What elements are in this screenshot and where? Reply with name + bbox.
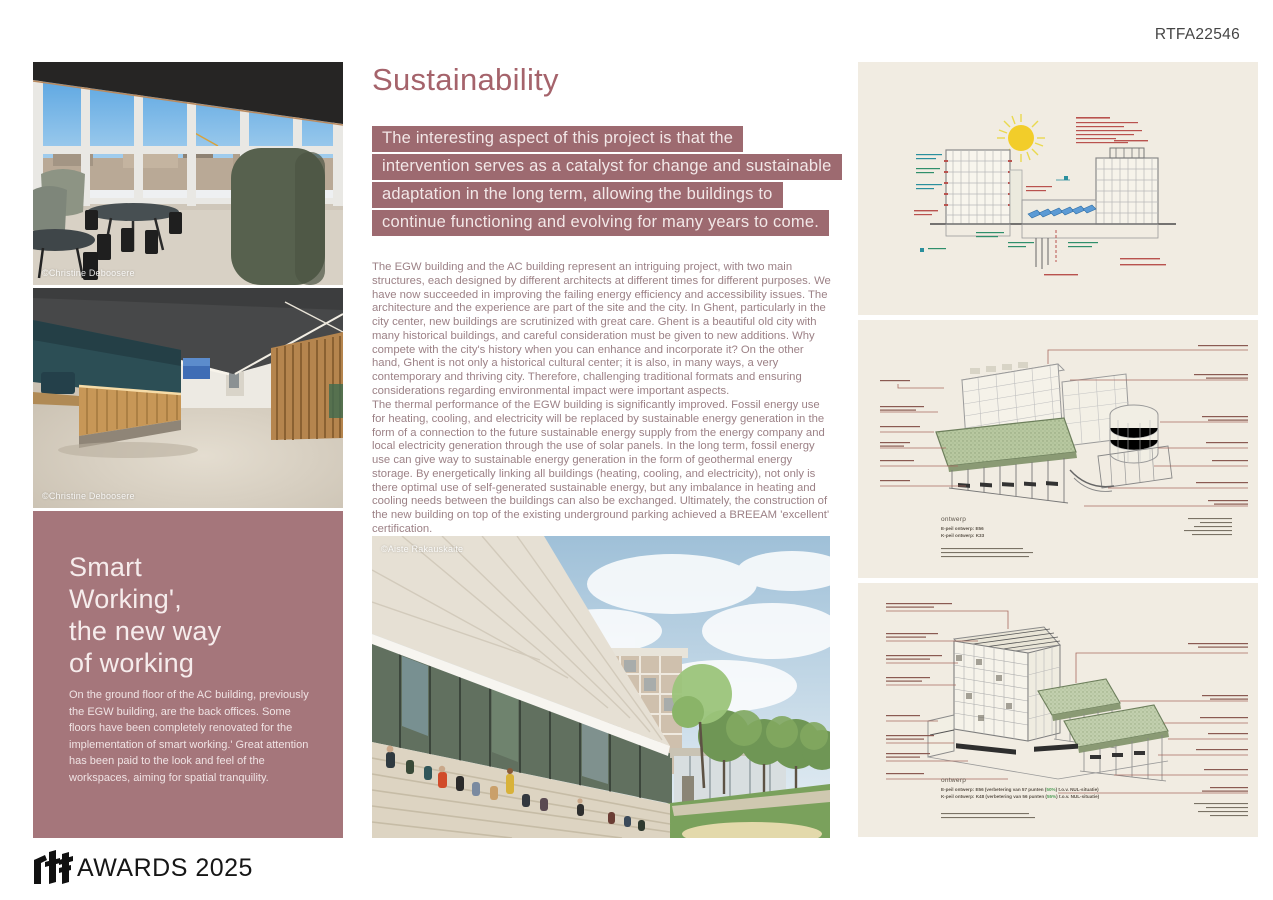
project-code: RTFA22546 [1154, 26, 1240, 43]
ontwerp-title: ontwerp [941, 516, 967, 523]
k-peil-line: K-peil ontwerp: K48 (verbetering van 56 punten (55%) t.o.v. NUL-situatie) [941, 793, 1100, 799]
building-exterior-illustration [372, 536, 830, 838]
photo-building-exterior [372, 536, 830, 838]
body-paragraph-2: The thermal performance of the EGW building is significantly improved. Fossil energy use for heating, cooling, and electricity will be replaced by sustainable energy generation in the form of a connection to the future sustainable energy supply from the energy company and local electricity generation through the use of solar panels. In the long term, fossil energy use can give way to sustainable energy generation in the form of geothermal energy storage. By energetically linking all buildings (heating, cooling, and electricity), not only is there optimal use of self-generated sustainable energy, but any imbalance in heating and cooling needs between the buildings can also be exchanged. Ultimately, the construction of the new building on top of the existing underground parking achieved a BREEAM 'excellent' certification. [372, 399, 830, 536]
axon-green-roof-drawing [858, 320, 1258, 578]
photo-credit: ©Aiste Rakauskaite [381, 544, 464, 554]
panel3-ontwerp-notes [941, 777, 1099, 800]
e-peil-line: E-peil ontwerp: E56 (verbetering van 57 punten (50%) t.o.v. NUL-situatie) [941, 787, 1099, 792]
diagram-axon-green-roof [858, 320, 1258, 578]
smart-working-body: On the ground floor of the AC building, previously the EGW building, are the back offices. Some floors have been completely renovated for the implementation of smart working.' Great attention has been paid to the look and feel of the workspaces, aiming for spatial tranquility. [69, 689, 309, 784]
ontwerp-title: ontwerp [941, 777, 967, 784]
body-paragraph-1: The EGW building and the AC building represent an intriguing project, with two main structures, each designed by different architects at different times for different purposes. We have now succeeded in improving the failing energy efficiency and accessibility issues. The architecture and the experience are part of the site and the city. In Ghent, particularly in the city center, new buildings are scrutinized with great care. Ghent is a beautiful old city with many historical buildings, and careful consideration must be given to new additions. Why compete with the city's history when you can enhance and incorporate it? On the other hand, Ghent is not only a historical cultural center; it is also, in many ways, a very contemporary and thriving city. Therefore, challenging traditional formats and ensuring considerations regarding environmental impact were important aspects. [372, 261, 831, 398]
k-peil-line: K-peil ontwerp: K33 [941, 532, 985, 538]
corridor-illustration [33, 288, 343, 508]
rtf-logo [33, 850, 73, 886]
page-title: Sustainability [372, 62, 559, 97]
photo-corridor-interior [33, 288, 343, 508]
photo-credit: ©Christine Deboosere [42, 268, 135, 278]
quote-line: adaptation in the long term, allowing the buildings to [372, 182, 783, 208]
panel2-ontwerp-notes [941, 516, 984, 539]
quote-line: The interesting aspect of this project is that the [372, 126, 743, 152]
quote-line: continue functioning and evolving for many years to come. [372, 210, 829, 236]
diagram-axon-tall-building [858, 583, 1258, 837]
quote-line: intervention serves as a catalyst for change and sustainable [372, 154, 842, 180]
e-peil-line: E-peil ontwerp: E56 [941, 526, 984, 531]
energy-section-drawing [858, 62, 1258, 315]
diagram-energy-section [858, 62, 1258, 315]
photo-office-interior [33, 62, 343, 285]
smart-working-block [33, 511, 343, 838]
office-interior-illustration [33, 62, 343, 285]
rtf-logo-mark [33, 850, 73, 886]
pull-quote [372, 126, 842, 238]
smart-working-heading: Smart Working', the new way of working [69, 552, 222, 679]
photo-credit: ©Christine Deboosere [42, 491, 135, 501]
awards-wordmark: AWARDS 2025 [77, 854, 253, 882]
